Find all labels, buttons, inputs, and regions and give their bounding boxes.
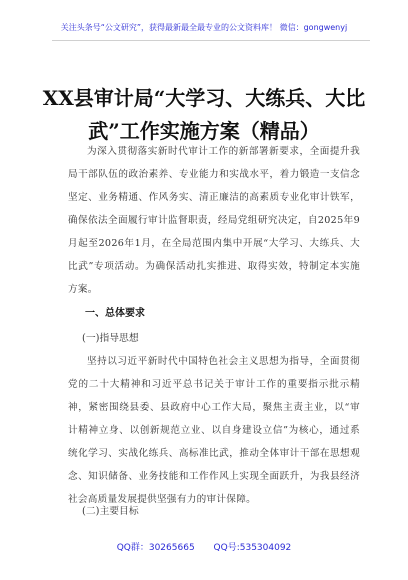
subheading-main-goals: (二)主要目标 xyxy=(82,506,139,517)
section-heading-general-requirements: 一、总体要求 xyxy=(85,308,145,319)
subheading-guiding-ideology: (一)指导思想 xyxy=(82,333,139,344)
footer-contact xyxy=(0,540,408,553)
intro-paragraph: 为深入贯彻落实新时代审计工作的新部署新要求，全面提升我局干部队伍的政治素养、专业能力和实战水平，着力锻造一支信念坚定、业务精通、作风务实、清正廉洁的高素质专业化审计铁军，确保依法全面履行审计监督职责，经局党组研究决定，自2025年9月起至2026年1月，在全局范围内集中开展“大学习、大练兵、大比武”专项活动。为确保活动扎实推进、取得实效，特制定本实施方案。 xyxy=(68,146,360,295)
footer-qq-number: QQ号:535304092 xyxy=(213,543,292,553)
document-title: XX县审计局“大学习、大练兵、大比武”工作实施方案（精品） xyxy=(42,86,366,143)
header-divider xyxy=(52,40,370,41)
footer-qq-group: QQ群：30265665 xyxy=(116,543,195,553)
top-banner: 关注头条号“公文研究”，获得最新最全最专业的公文资料库！ 微信：gongwenyj xyxy=(60,23,348,32)
guiding-ideology-paragraph: 坚持以习近平新时代中国特色社会主义思想为指导，全面贯彻党的二十大精神和习近平总书记关于审计工作的重要指示批示精神，紧密围绕县委、县政府中心工作大局，聚焦主责主业，以“审计精神立身、以创新规范立业、以自身建设立信”为核心，通过系统化学习、实战化练兵、高标准比武，推动全体审计干部在思想观念、知识储备、业务技能和工作作风上实现全面跃升，为我县经济社会高质量发展提供坚强有力的审计保障。 xyxy=(68,356,360,505)
